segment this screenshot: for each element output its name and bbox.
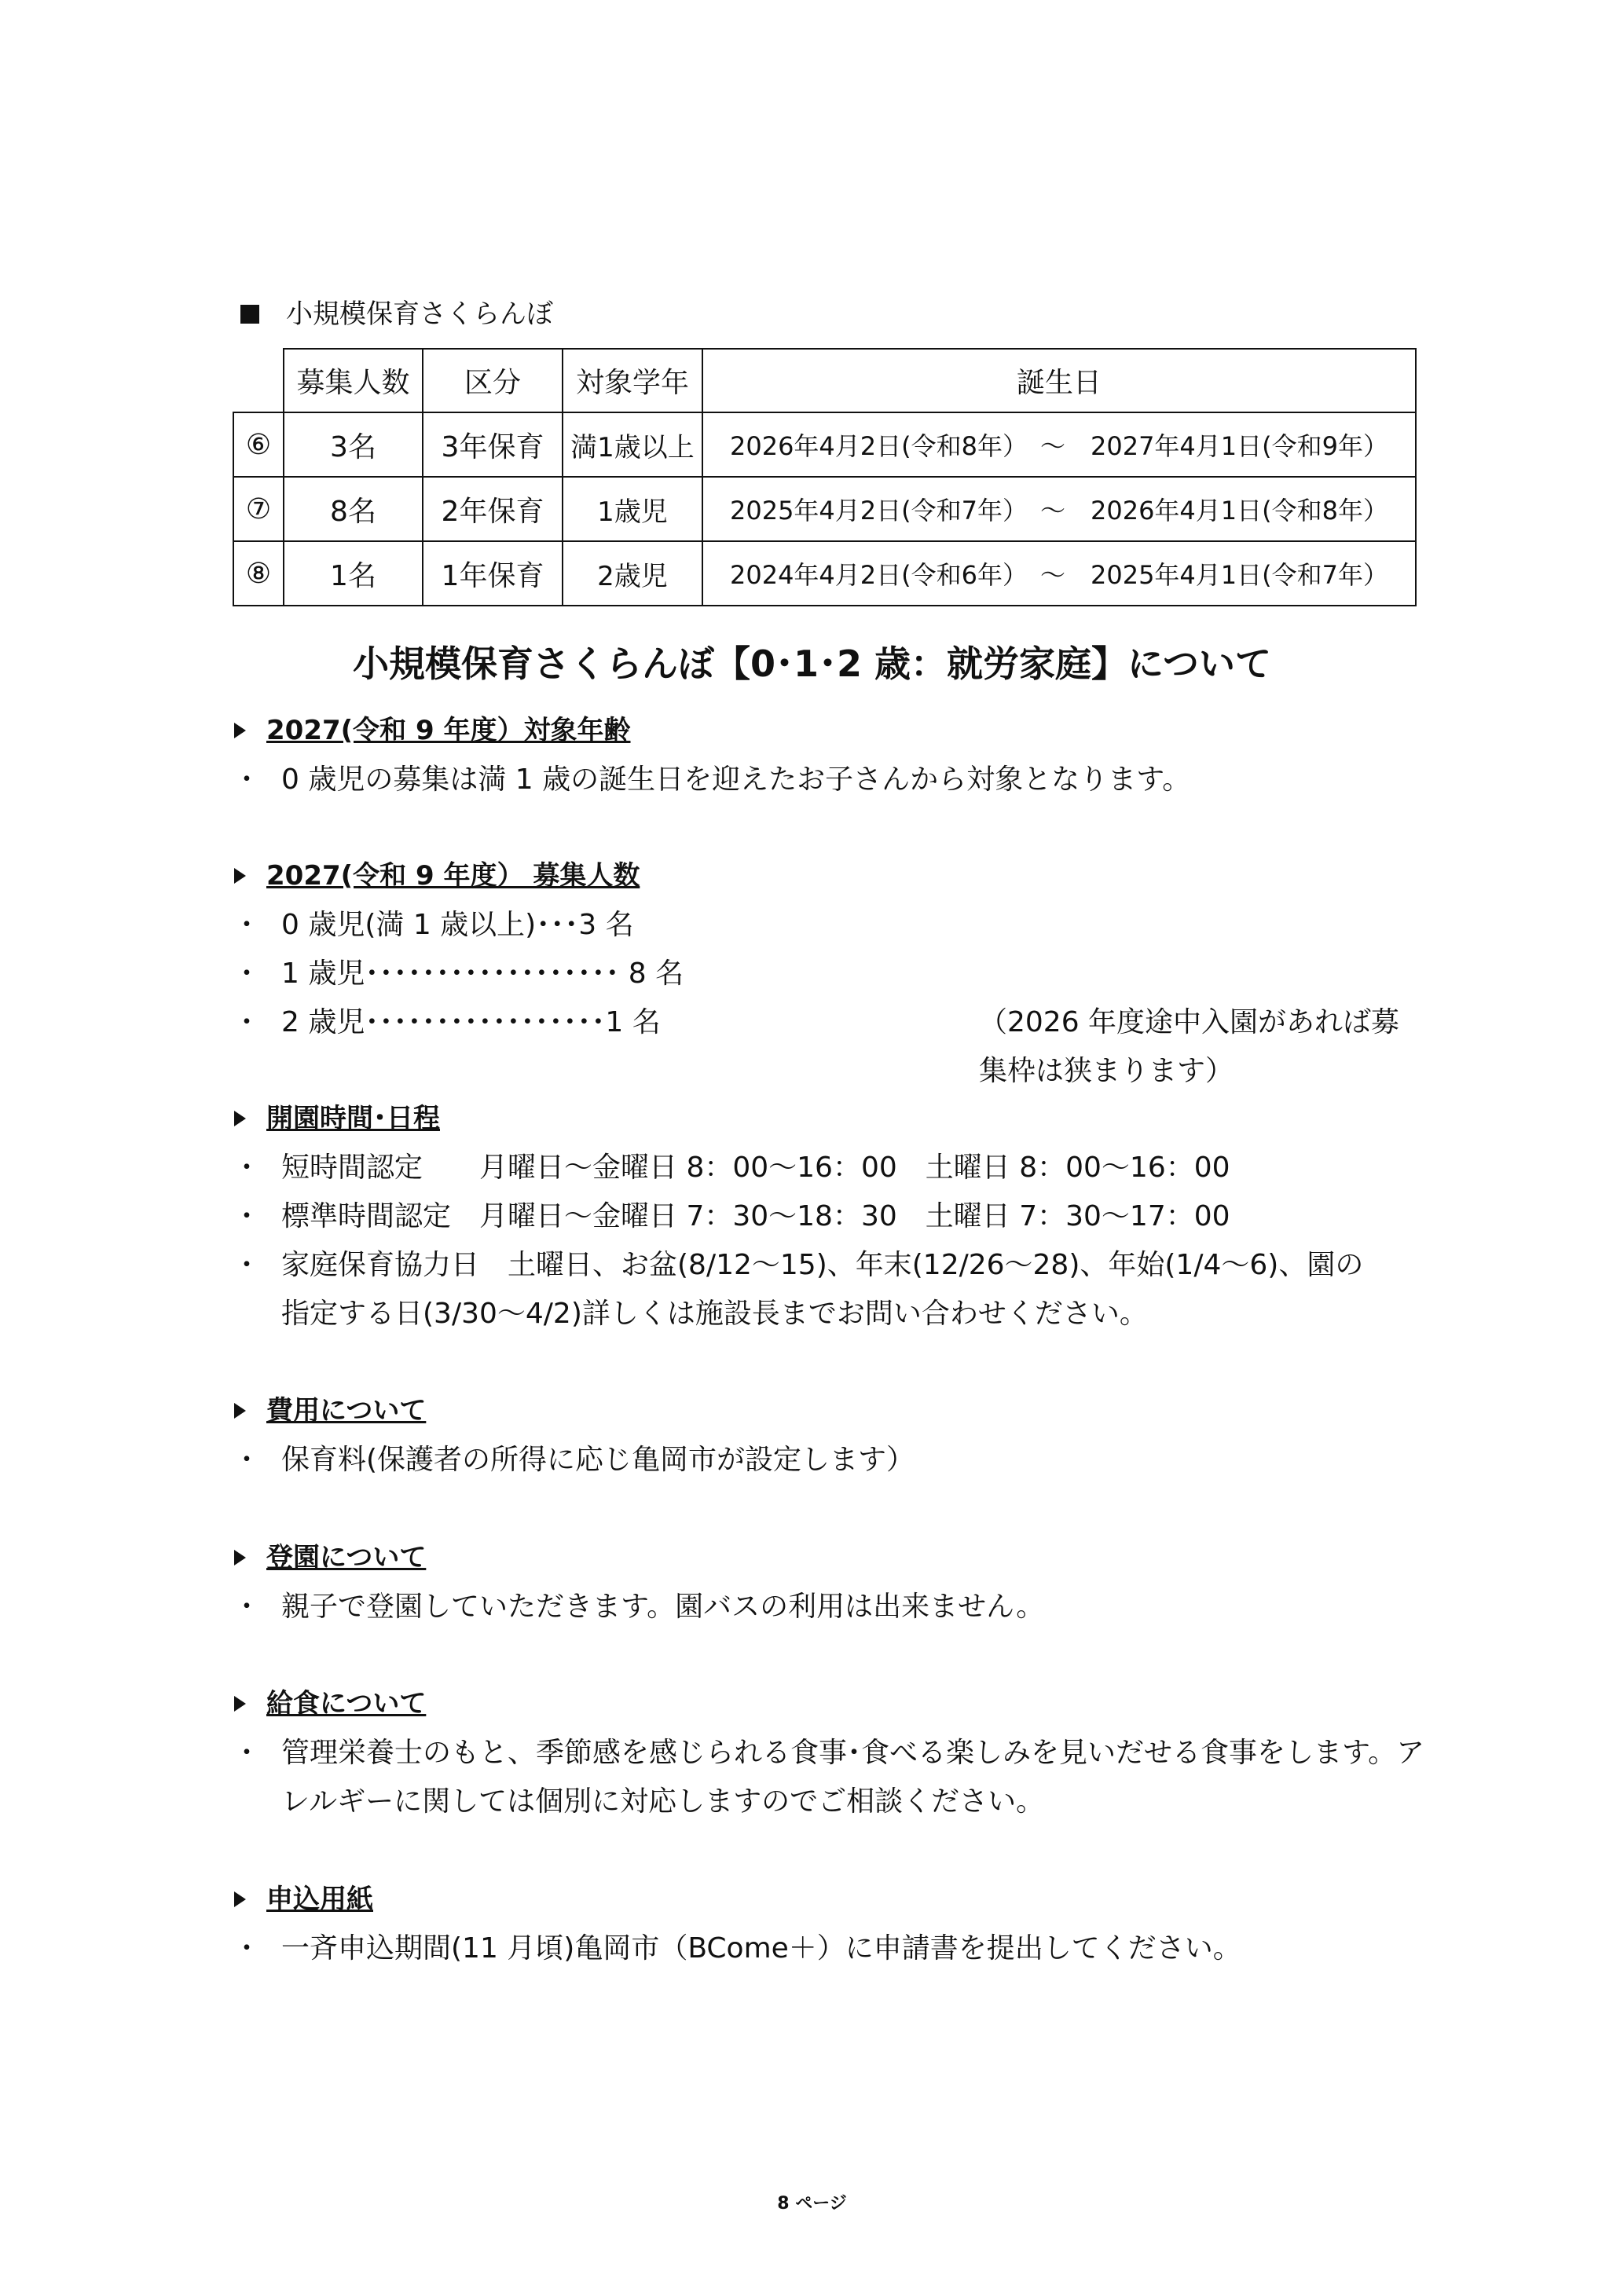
square-bullet-icon [240, 305, 259, 324]
row-birthdate: 2025年4月2日(令和7年） ～ 2026年4月1日(令和8年） [702, 477, 1416, 541]
list-item [233, 1729, 1427, 1778]
triangle-bullet-icon [234, 1403, 246, 1419]
section-fees [233, 1392, 1427, 1485]
header-grade: 対象学年 [563, 349, 702, 412]
table-row [233, 412, 1416, 477]
bullet-dot: ・ [233, 1932, 262, 1965]
list-item [233, 950, 1427, 998]
section-heading [233, 1685, 1427, 1723]
bullet-dot: ・ [233, 1444, 262, 1476]
row-number: ⑦ [233, 477, 284, 541]
list-item-text: 家庭保育協力日 土曜日、お盆(8/12～15)、年末(12/26～28)、年始(1/4～6)、園の [281, 1249, 1364, 1281]
section-heading-text: 登園について [266, 1542, 427, 1573]
row-number: ⑧ [233, 541, 284, 606]
section-target-age [233, 712, 1427, 804]
table-row [233, 541, 1416, 606]
section-application [233, 1880, 1427, 1973]
list-item-text: 短時間認定 月曜日～金曜日 8：00～16：00 土曜日 8：00～16：00 [281, 1152, 1230, 1184]
row-number: ⑥ [233, 412, 284, 477]
recruitment-table [233, 348, 1417, 606]
section-hours [233, 1100, 1427, 1338]
section-heading-text: 申込用紙 [266, 1884, 373, 1915]
list-item-continuation: 指定する日(3/30～4/2)詳しくは施設長までお問い合わせください。 [281, 1298, 1148, 1330]
triangle-bullet-icon [234, 1550, 246, 1565]
triangle-bullet-icon [234, 1111, 246, 1126]
section-commute [233, 1539, 1427, 1631]
list-item [233, 1192, 1427, 1241]
list-item-text: 一斉申込期間(11 月頃)亀岡市（BCome＋）に申請書を提出してください。 [281, 1932, 1241, 1965]
main-title: 小規模保育さくらんぼ【0･1･2 歳：就労家庭】について [352, 643, 1272, 685]
table-header-row [233, 349, 1416, 412]
section-recruit-count [233, 857, 1427, 1087]
section-heading-text: 2027(令和 9 年度） 募集人数 [266, 860, 640, 892]
row-category: 3年保育 [423, 412, 563, 477]
bullet-dot: ・ [233, 1152, 262, 1184]
row-birthdate: 2024年4月2日(令和6年） ～ 2025年4月1日(令和7年） [702, 541, 1416, 606]
list-item-text: 2 歳児･････････････････1 名 [281, 1006, 661, 1038]
facility-title: 小規模保育さくらんぼ [286, 298, 553, 330]
bullet-dot: ・ [233, 764, 262, 796]
section-heading-text: 2027(令和 9 年度）対象年齢 [266, 715, 631, 746]
row-count: 3名 [284, 412, 423, 477]
row-category: 2年保育 [423, 477, 563, 541]
list-item-text: 保育料(保護者の所得に応じ亀岡市が設定します） [281, 1444, 915, 1476]
row-category: 1年保育 [423, 541, 563, 606]
triangle-bullet-icon [234, 1696, 246, 1712]
row-count: 8名 [284, 477, 423, 541]
row-grade: 満1歳以上 [563, 412, 702, 477]
section-heading [233, 1100, 1427, 1137]
list-item-text: 1 歳児･･････････････････ 8 名 [281, 958, 684, 990]
page-number: 8 ページ [777, 2194, 847, 2214]
triangle-bullet-icon [234, 723, 246, 738]
list-item-text: 0 歳児の募集は満 1 歳の誕生日を迎えたお子さんから対象となります。 [281, 764, 1191, 796]
list-item [233, 1583, 1427, 1631]
bullet-dot: ・ [233, 1249, 262, 1281]
row-grade: 2歳児 [563, 541, 702, 606]
header-category: 区分 [423, 349, 563, 412]
bullet-dot: ・ [233, 909, 262, 941]
list-item-text: 管理栄養士のもと、季節感を感じられる食事･食べる楽しみを見いだせる食事をします。ア [281, 1737, 1425, 1769]
triangle-bullet-icon [234, 868, 246, 884]
bullet-dot: ・ [233, 958, 262, 990]
bullet-dot: ・ [233, 1591, 262, 1623]
bullet-dot: ・ [233, 1200, 262, 1232]
section-heading [233, 1880, 1427, 1918]
section-meals [233, 1685, 1427, 1826]
triangle-bullet-icon [234, 1891, 246, 1907]
list-item [233, 998, 1427, 1087]
list-item [233, 1241, 1427, 1290]
section-heading [233, 712, 1427, 749]
bullet-dot: ・ [233, 1737, 262, 1769]
list-item [233, 756, 1427, 804]
section-heading-text: 費用について [266, 1395, 427, 1426]
header-count: 募集人数 [284, 349, 423, 412]
row-count: 1名 [284, 541, 423, 606]
list-item [233, 1924, 1427, 1973]
row-grade: 1歳児 [563, 477, 702, 541]
table-corner [233, 349, 284, 412]
section-heading-text: 給食について [266, 1688, 427, 1719]
list-item [233, 901, 1427, 950]
section-heading [233, 1539, 1427, 1576]
list-item-text: 標準時間認定 月曜日～金曜日 7：30～18：30 土曜日 7：30～17：00 [281, 1200, 1230, 1232]
list-item [233, 1436, 1427, 1485]
header-birthdate: 誕生日 [702, 349, 1416, 412]
list-item-text: 0 歳児(満 1 歳以上)･･･3 名 [281, 909, 634, 941]
row-birthdate: 2026年4月2日(令和8年） ～ 2027年4月1日(令和9年） [702, 412, 1416, 477]
table-row [233, 477, 1416, 541]
section-heading [233, 857, 1427, 895]
recruit-note: （2026 年度途中入園があれば募集枠は狭まります） [979, 1006, 1400, 1087]
list-item-text: 親子で登園していただきます。園バスの利用は出来ません。 [281, 1591, 1045, 1623]
facility-heading [240, 295, 553, 333]
list-item [233, 1144, 1427, 1192]
bullet-dot: ・ [233, 1006, 262, 1038]
section-heading [233, 1392, 1427, 1430]
section-heading-text: 開園時間･日程 [266, 1103, 440, 1134]
list-item-continuation: レルギーに関しては個別に対応しますのでご相談ください。 [281, 1785, 1045, 1818]
